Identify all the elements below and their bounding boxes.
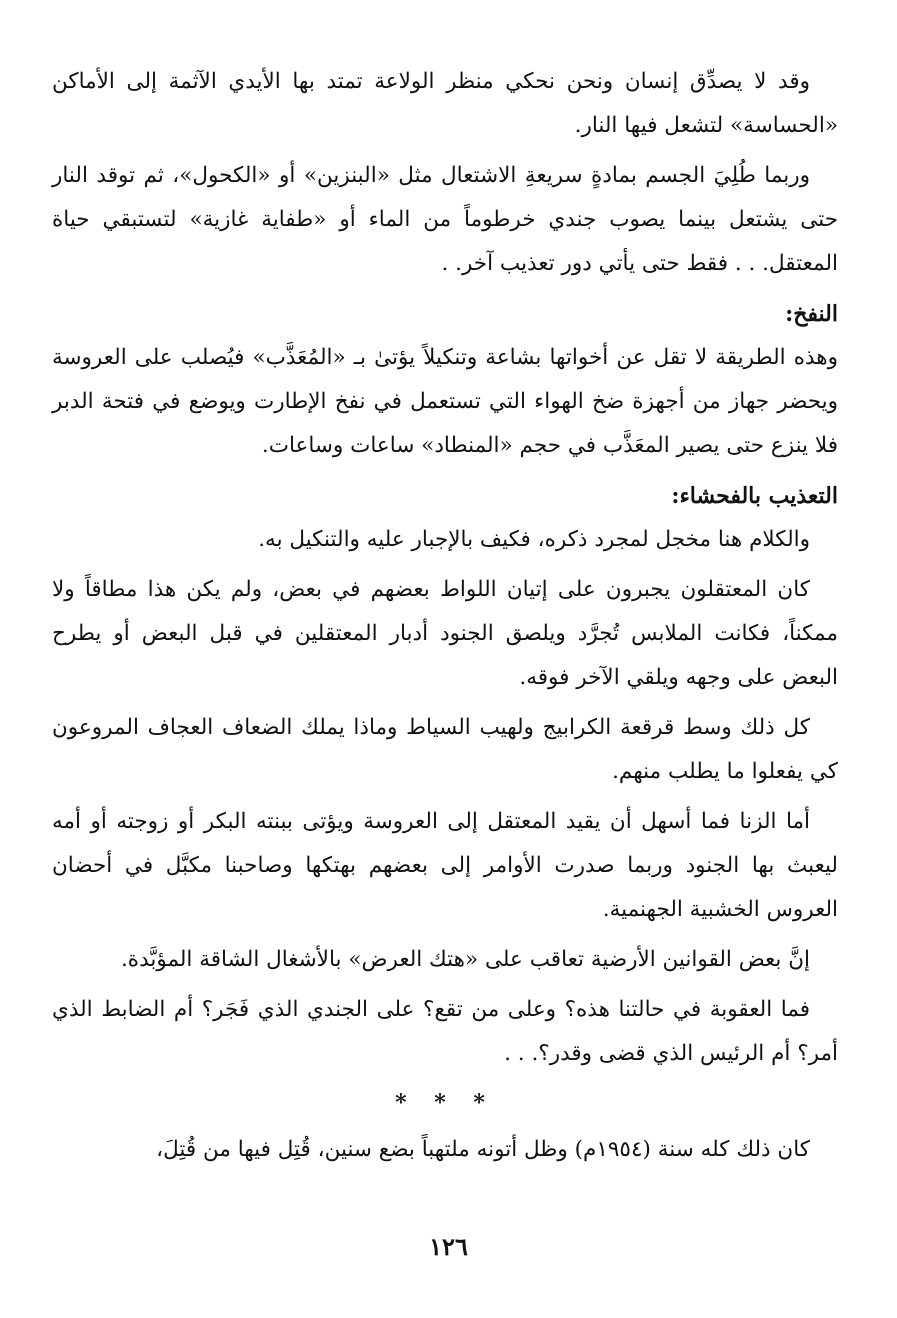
paragraph-year: كان ذلك كله سنة (١٩٥٤م) وظل أتونه ملتهباً بضع سنين، قُتِل فيها من قُتِلَ، (156, 1137, 810, 1162)
paragraph-lighter: وقد لا يصدِّق إنسان ونحن نحكي منظر الولاعة تمتد بها الأيدي الآثمة إلى الأماكن «الحساسة» لتشعل فيها النار. (52, 69, 838, 138)
paragraph-shameful: والكلام هنا مخجل لمجرد ذكره، فكيف بالإجبار عليه والتنكيل به. (258, 527, 810, 552)
paragraph-laws: إنَّ بعض القوانين الأرضية تعاقب على «هتك العرض» بالأشغال الشاقة المؤبَّدة. (120, 947, 810, 972)
page-number: ١٢٦ (429, 1232, 468, 1261)
heading-obscenity: التعذيب بالفحشاء: (671, 483, 838, 509)
page-body (52, 60, 838, 1178)
heading-inflation: النفخ: (785, 301, 838, 327)
paragraph-inflation: وهذه الطريقة لا تقل عن أخواتها بشاعة وتنكيلاً يؤتىٰ بـ «المُعَذَّب» فيُصلب على العروسة ويحضر جهاز من أجهزة ضخ الهواء التي تستعمل في نفخ الإطارت ويوضع في فتحة الدبر فلا ينزع حتى يصير المعَذَّب في حجم «المنطاد» ساعات وساعات. (52, 345, 838, 458)
paragraph-whips: كل ذلك وسط قرقعة الكرابيج ولهيب السياط وماذا يملك الضعاف العجاف المروعون كي يفعلوا ما يطلب منهم. (52, 715, 838, 784)
paragraph-burning: وربما طُلِيَ الجسم بمادةٍ سريعةِ الاشتعال مثل «البنزين» أو «الكحول»، ثم توقد النار حتى يشتعل بينما يصوب جندي خرطوماً من الماء أو «طفاية غازية» لتستبقي حياة المعتقل. . . فقط حتى يأتي دور تعذيب آخر. . (52, 163, 838, 276)
paragraph-forced: كان المعتقلون يجبرون على إتيان اللواط بعضهم في بعض، ولم يكن هذا مطاقاً ولا ممكناً، فكانت الملابس تُجرَّد ويلصق الجنود أدبار المعتقلين في قبل البعض أو يطرح البعض على وجهه ويلقي الآخر فوقه. (52, 577, 838, 690)
paragraph-punishment: فما العقوبة في حالتنا هذه؟ وعلى من تقع؟ على الجندي الذي فَجَر؟ أم الضابط الذي أمر؟ أم الرئيس الذي قضى وقدر؟. . . (52, 997, 838, 1066)
paragraph-adultery: أما الزنا فما أسهل أن يقيد المعتقل إلى العروسة ويؤتى ببنته البكر أو زوجته أو أمه ليعبث بها الجنود وربما صدرت الأوامر إلى بعضهم بهتكها وصاحبنا مكبَّل في أحضان العروس الخشبية الجهنمية. (52, 809, 838, 922)
section-divider-stars: * * * (395, 1090, 495, 1116)
